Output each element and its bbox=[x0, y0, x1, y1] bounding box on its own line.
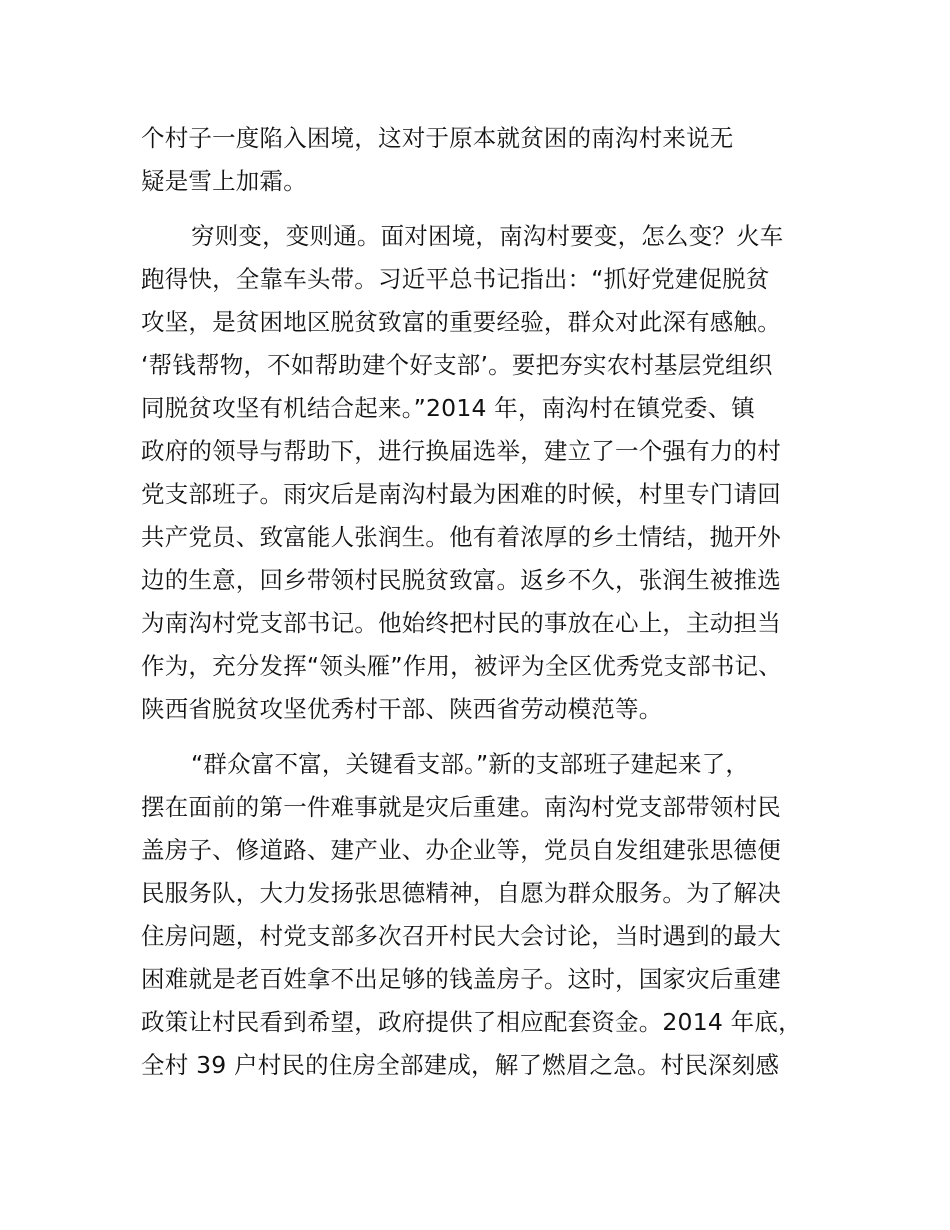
text-line: 全村 39 户村民的住房全部建成，解了燃眉之急。村民深刻感 bbox=[141, 1051, 780, 1079]
text-line: 跑得快，全靠车头带。习近平总书记指出：“抓好党建促脱贫 bbox=[141, 265, 770, 293]
text-line: 民服务队，大力发扬张思德精神，自愿为群众服务。为了解决 bbox=[141, 879, 781, 907]
text-line: 盖房子、修道路、建产业、办企业等，党员自发组建张思德便 bbox=[141, 836, 781, 864]
text-line: 作为，充分发挥“领头雁”作用，被评为全区优秀党支部书记、 bbox=[141, 652, 782, 680]
text-line: 为南沟村党支部书记。他始终把村民的事放在心上，主动担当 bbox=[141, 609, 781, 637]
text-line: ‘帮钱帮物，不如帮助建个好支部’。要把夯实农村基层党组织 bbox=[141, 351, 773, 379]
text-line: “群众富不富，关键看支部。”新的支部班子建起来了， bbox=[191, 750, 750, 778]
paragraph-3 bbox=[141, 743, 841, 1087]
text-line: 住房问题，村党支部多次召开村民大会讨论，当时遇到的最大 bbox=[141, 922, 781, 950]
text-line: 摆在面前的第一件难事就是灾后重建。南沟村党支部带领村民 bbox=[141, 793, 781, 821]
text-line: 困难就是老百姓拿不出足够的钱盖房子。这时，国家灾后重建 bbox=[141, 965, 781, 993]
text-line: 政策让村民看到希望，政府提供了相应配套资金。2014 年底， bbox=[141, 1008, 802, 1036]
paragraph-2 bbox=[141, 215, 841, 731]
document-body bbox=[141, 117, 841, 1099]
text-line: 党支部班子。雨灾后是南沟村最为困难的时候，村里专门请回 bbox=[141, 480, 781, 508]
text-line: 穷则变，变则通。面对困境，南沟村要变，怎么变？火车 bbox=[191, 222, 784, 250]
text-line: 边的生意，回乡带领村民脱贫致富。返乡不久，张润生被推选 bbox=[141, 566, 781, 594]
text-line: 共产党员、致富能人张润生。他有着浓厚的乡土情结，抛开外 bbox=[141, 523, 781, 551]
text-line: 疑是雪上加霜。 bbox=[141, 167, 307, 195]
text-line: 陕西省脱贫攻坚优秀村干部、陕西省劳动模范等。 bbox=[141, 695, 663, 723]
paragraph-1 bbox=[141, 117, 841, 203]
text-line: 个村子一度陷入困境，这对于原本就贫困的南沟村来说无 bbox=[141, 124, 734, 152]
text-line: 攻坚，是贫困地区脱贫致富的重要经验，群众对此深有感触。 bbox=[141, 308, 781, 336]
text-line: 政府的领导与帮助下，进行换届选举，建立了一个强有力的村 bbox=[141, 437, 781, 465]
text-line: 同脱贫攻坚有机结合起来。”2014 年，南沟村在镇党委、镇 bbox=[141, 394, 755, 422]
